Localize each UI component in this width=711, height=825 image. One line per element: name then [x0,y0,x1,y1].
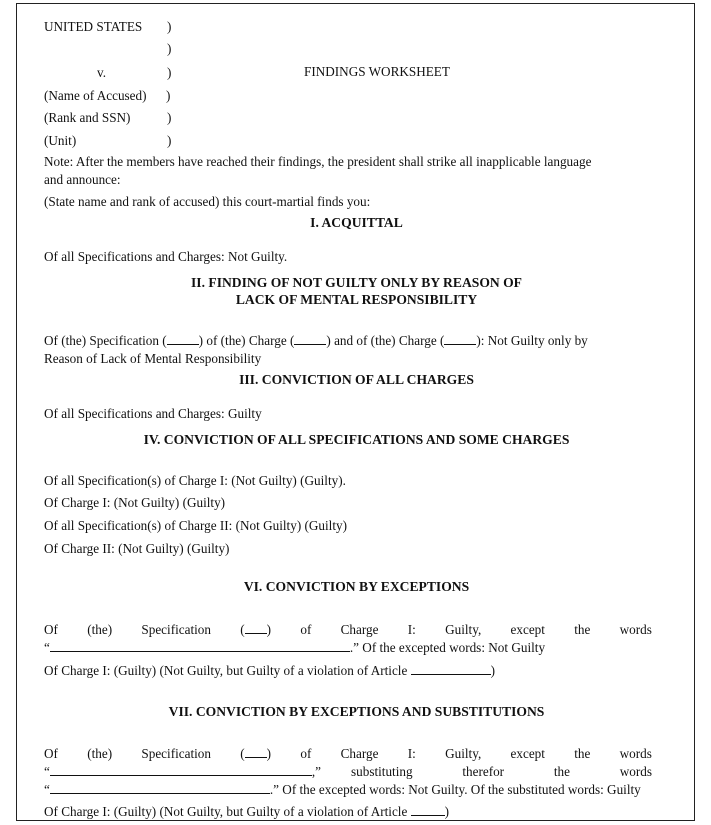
caption-paren: ) [167,65,172,80]
heading-exceptions-substitutions: VII. CONVICTION BY EXCEPTIONS AND SUBSTITUTIONS [168,704,545,719]
note-line-3: (State name and rank of accused) this court-martial finds you: [44,194,371,209]
heading-not-guilty-mental-2: LACK OF MENTAL RESPONSIBILITY [235,292,478,307]
heading-acquittal: I. ACQUITTAL [310,215,403,230]
caption-paren: ) [167,133,172,148]
heading-conviction-all-charges: III. CONVICTION OF ALL CHARGES [239,372,474,387]
findings-worksheet [16,3,695,821]
note-line-2: and announce: [44,172,121,187]
acquittal-text: Of all Specifications and Charges: Not Guilty. [44,249,288,264]
all-charges-text: Of all Specifications and Charges: Guilty [44,406,262,421]
caption-paren: ) [166,88,171,103]
caption-paren: ) [167,110,172,125]
mental-finding-line-2: Reason of Lack of Mental Responsibility [44,351,262,366]
exceptions-line-2: “ .” Of the excepted words: Not Guilty [44,640,546,655]
some-charges-line-1: Of all Specification(s) of Charge I: (Not Guilty) (Guilty). [44,473,346,488]
heading-conviction-some-charges: IV. CONVICTION OF ALL SPECIFICATIONS AND SOME CHARGES [143,432,570,447]
caption-versus: v. [97,65,107,80]
substitutions-line-1: Of (the) Specification ( ) of Charge I: Guilty, except the words [44,746,652,761]
worksheet-title: FINDINGS WORKSHEET [304,64,450,79]
substitutions-line-4: Of Charge I: (Guilty) (Not Guilty, but Guilty of a violation of Article ) [44,804,450,819]
some-charges-line-2: Of Charge I: (Not Guilty) (Guilty) [44,495,226,510]
substitutions-line-2: “ ,” substituting therefor the words [44,764,652,779]
caption-paren: ) [167,19,172,34]
exceptions-line-1: Of (the) Specification ( ) of Charge I: Guilty, except the words [44,622,652,637]
some-charges-line-4: Of Charge II: (Not Guilty) (Guilty) [44,541,230,556]
exceptions-line-3: Of Charge I: (Guilty) (Not Guilty, but Guilty of a violation of Article ) [44,663,496,678]
caption-rank-and-ssn: (Rank and SSN) [44,110,131,125]
note-line-1: Note: After the members have reached their findings, the president shall strike all inapplicable language [44,154,592,169]
caption-name-of-accused: (Name of Accused) [44,88,147,103]
heading-conviction-exceptions: VI. CONVICTION BY EXCEPTIONS [243,579,470,594]
caption-united-states: UNITED STATES [44,19,143,34]
mental-finding-line-1: Of (the) Specification ( ) of (the) Charge ( ) and of (the) Charge ( ): Not Guilty only by [44,333,588,348]
some-charges-line-3: Of all Specification(s) of Charge II: (Not Guilty) (Guilty) [44,518,347,533]
heading-not-guilty-mental: II. FINDING OF NOT GUILTY ONLY BY REASON OF [191,275,522,290]
caption-paren: ) [167,41,172,56]
substitutions-line-3: “ .” Of the excepted words: Not Guilty. Of the substituted words: Guilty [44,782,641,797]
caption-unit: (Unit) [44,133,77,148]
